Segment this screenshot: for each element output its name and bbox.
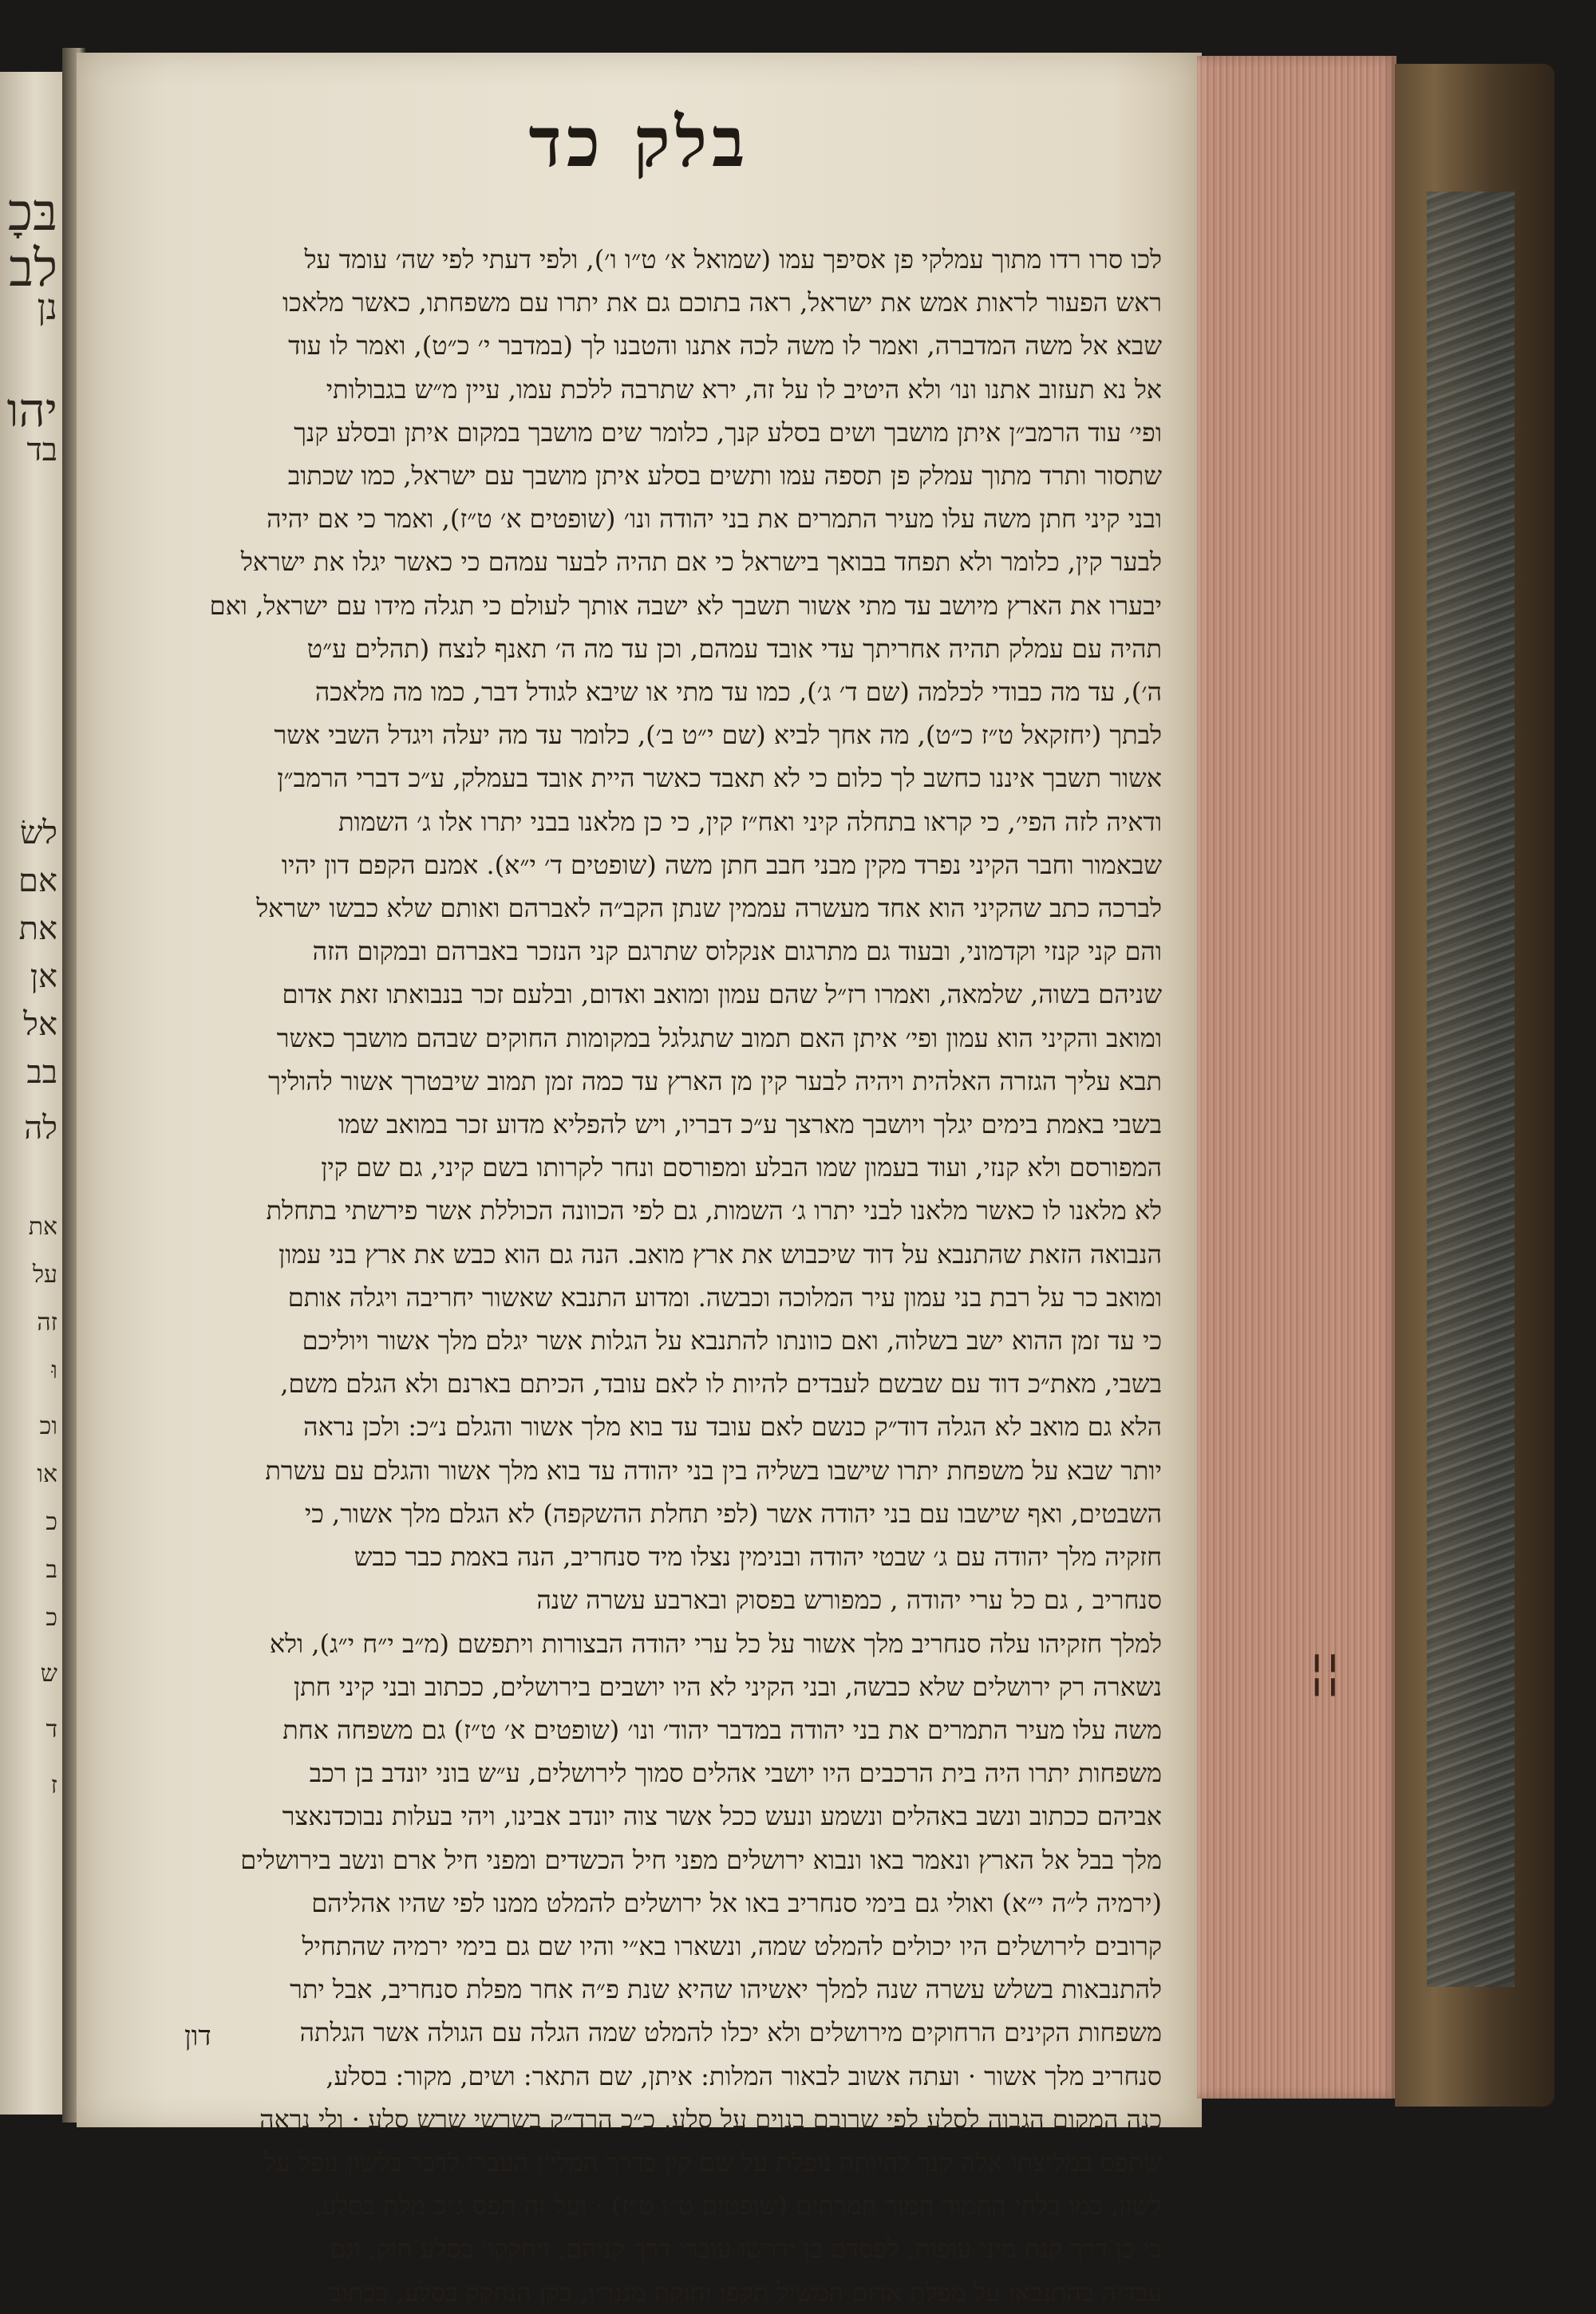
prev-page-fragment: על xyxy=(32,1261,57,1289)
text-line: סנחריב , גם כל ערי יהודה , כמפורש בפסוק ובארבע עשרה שנה xyxy=(536,1585,1162,1616)
text-line: כי עד זמן ההוא ישב בשלוה, ואם כוונתו להתנבא על הגלות אשר יגלם מלך אשור ויוליכם xyxy=(302,1325,1162,1356)
text-line: ודאיה לזה הפי׳, כי קראו בתחלה קיני ואח״ז קין, כי כן מלאנו בבני יתרו אלו ג׳ השמות xyxy=(338,806,1162,837)
text-line: ומואב כר על רבת בני עמון עיר המלוכה וכבשה. ומדוע התנבא שאשור יחריבה ויגלה אותם xyxy=(287,1281,1162,1313)
prev-page-fragment: בב xyxy=(26,1054,57,1091)
prev-page-fragment: יהו xyxy=(6,383,57,437)
prev-page-fragment: לב xyxy=(9,239,57,298)
text-line: להתנבאות בשלש עשרה שנה למלך יאשיהו שהיא שנת פ״ה אחר מפלת סנחריב, אבל יתר xyxy=(290,1974,1162,2005)
text-line: הנבואה הזאת שהתנבא על דוד שיכבוש את ארץ מואב. הנה גם הוא כבש את ארץ בני עמון xyxy=(279,1238,1162,1270)
text-line: סנחריב מלך אשור · ועתה אשוב לבאור המלות: איתן, שם התאר: ושים, מקור: בסלע, xyxy=(326,2060,1162,2091)
page-fore-edge xyxy=(1197,56,1396,2099)
text-line: אביהם ככתוב ונשב באהלים ונשמע ונעש ככל אשר צוה יונדב אבינו, ויהי בעלות נבוכדנאצר xyxy=(282,1801,1162,1832)
catchword: דון xyxy=(184,2020,211,2052)
prev-page-fragment: בּכָ xyxy=(7,184,57,243)
text-line: לבער קין, כלומר ולא תפחד בבואך בישראל כי אם תהיה לבער עמהם כי כאשר יגלו את ישראל xyxy=(240,547,1162,578)
ink-speck: ¦¦ xyxy=(1309,1644,1341,1700)
text-line: והם קני קנזי וקדמוני, ובעוד גם מתרגום אנקלוס שתרגם קני הנזכר באברהם ובמקום הזה xyxy=(312,936,1162,967)
text-line: חזקיה מלך יהודה עם ג׳ שבטי יהודה ובנימין נצלו מיד סנחריב, הנה באמת כבר כבש xyxy=(354,1542,1162,1573)
prev-page-fragment: כ xyxy=(45,1508,57,1536)
prev-page-fragment: אל xyxy=(23,1006,57,1043)
text-line: משפחות הקינים הרחוקים מירושלים ולא יכלו להמלט שמה הגלה עם הגולה אשר הגלתה xyxy=(299,2017,1162,2048)
text-line: שתפס במליצתו אלה קנך להיותה נופלת על שם קין כדרך המליץ העברי לדבר בלשון נופל על xyxy=(263,2146,1162,2178)
prev-page-fragment: אם xyxy=(18,863,57,899)
text-line: יבערו את הארץ מיושב עד מתי אשור תשבך לא ישבה אותך לעולם כי תגלה מידו עם ישראל, ואם xyxy=(209,590,1162,621)
text-line: ראש הפעור לראות אמש את ישראל, ראה בתוכם גם את יתרו עם משפחתו, כאשר מלאכו xyxy=(282,287,1162,318)
text-line: תהיה עם עמלק תהיה אחריתך עדי אובד עמהם, וכן עד מה ה׳ תאנף לנצח (תהלים ע״ט xyxy=(306,633,1162,664)
text-line: כי כן דרך קנת מיני עופות, לפסדם בן ידרשו עוברי דרך קניהם, ויחקקו׳ בסלע חוק, וגם xyxy=(330,2233,1162,2265)
text-line: משפחות יתרו היה בית הרכבים היו יושבי אהלים סמוך לירושלים, ע״ש בוני יונדב בן רכב xyxy=(309,1758,1162,1789)
text-line: עבדיה בהתנבאו על מפלת אדום המשיל תקפו וחוקת מגנריו, כקן הנחקק בסלע, ככתוב xyxy=(329,2276,1162,2308)
prev-page-fragment: או xyxy=(37,1460,57,1488)
book-cover xyxy=(1395,64,1555,2107)
text-line: לא מלאנו לו כאשר מלאנו לבני יתרו ג׳ השמות, גם לפי הכוונה הכוללת אשר פירשתי בתחלת xyxy=(266,1195,1162,1226)
text-line: למלך חזקיהו עלה סנחריב מלך אשור על כל ערי יהודה הבצורות ויתפשם (מ״ב י״ח י״ג), ולא xyxy=(269,1628,1162,1659)
prev-page-fragment: נן xyxy=(37,287,57,328)
text-line: שניהם בשוה, שלמאה, ואמרו רז״ל שהם עמון ומואב ואדום, ובלעם זכר בנבואתו זאת אדום xyxy=(282,979,1162,1010)
previous-page-edge xyxy=(0,72,65,2115)
text-line: בשבי, מאת״כ דוד עם שבשם לעבדים להיות לו לאם עובד, הכיתם בארנם ולא הגלם משם, xyxy=(280,1368,1162,1400)
text-line: לברכה כתב שהקיני הוא אחד מעשרה עממין שנתן הקב״ה לאברהם ואותם שלא כבשו ישראל xyxy=(256,893,1162,924)
text-line: ופי׳ עוד הרמב״ן איתן מושבך ושים בסלע קנך, כלומר שים מושבך במקום איתן ובסלע קנך xyxy=(294,417,1162,448)
text-line: תבא עליך הגזרה האלהית ויהיה לבער קין מן הארץ עד כמה זמן תמוב שיבטרך אשור להוליך xyxy=(268,1065,1162,1096)
text-line: לכו סרו רדו מתוך עמלקי פן אסיפך עמו (שמואל א׳ ט״ו ו׳), ולפי דעתי לפי שה׳ עומד על xyxy=(304,244,1162,274)
text-line: הלא גם מואב לא הגלה דוד״ק כנשם לאם עובד עד בוא מלך אשור והגלם נ״כ: ולכן נראה xyxy=(303,1412,1162,1443)
marbled-board xyxy=(1427,192,1515,1987)
text-line: שתסור ותרד מתוך עמלק פן תספה עמו ותשים בסלע איתן מושבך עם ישראל, כמו שכתוב xyxy=(287,460,1162,492)
prev-page-fragment: לה xyxy=(24,1110,57,1147)
prev-page-fragment: ב xyxy=(45,1556,57,1584)
text-line: אל נא תעזוב אתנו ונו׳ ולא היטיב לו על זה, ירא שתרבה ללכת עמו, עיין מ״ש בגבולותי xyxy=(326,373,1162,405)
prev-page-fragment: לשׂ xyxy=(19,815,57,851)
book-page xyxy=(77,53,1202,2308)
prev-page-fragment: בד xyxy=(26,432,57,468)
prev-page-fragment: ז xyxy=(50,1771,57,1799)
text-line: שבאמור וחבר הקיני נפרד מקין מבני חבב חתן משה (שופטים ד׳ י״א). אמנם הקפם דון יהיו xyxy=(281,849,1162,880)
page-text-block xyxy=(124,238,1162,2314)
prev-page-fragment: אן xyxy=(30,958,57,995)
prev-page-fragment: וּ xyxy=(51,1356,57,1384)
text-line: (ירמיה ל״ה י״א) ואולי גם בימי סנחריב באו אל ירושלים להמלט ממנו לפי שהיו אהליהם xyxy=(311,1887,1162,1918)
text-line: נשארה רק ירושלים שלא כבשה, ובני הקיני לא היו יושבים בירושלים, ככתוב ובני קיני חתן xyxy=(294,1671,1162,1702)
page-heading: בלק כד xyxy=(528,102,750,183)
prev-page-fragment: ש xyxy=(40,1660,57,1688)
text-line: השבטים, ואף שישבו עם בני יהודה אשר (לפי תחלת ההשקפה) לא הגלם מלך אשור, כי xyxy=(304,1498,1162,1529)
text-line: המפורסם ולא קנזי, ועוד בעמון שמו הבלע ומפורסם ונחר לקרותו בשם קיני, גם שם קין xyxy=(321,1152,1162,1183)
text-line: כנה המקום הגבוה לסלע לפי שרובם בנוים על סלע, כ״כ הרד״ק בשרשי שרש סלע · ולי נראה xyxy=(259,2103,1162,2134)
text-line: לשון, כמו בלחי החמור חמור חמרתים (שופטים ט״ו ט״ז) · ועל זה תפס ג״כ מלת בסלע, xyxy=(313,2190,1162,2221)
text-line: משה עלו מעיר התמרים את בני יהודה במדבר יהוד׳ ונו׳ (שופטים א׳ ט״ז) גם משפחה אחת xyxy=(282,1714,1162,1745)
text-line: קרובים לירושלים היו יכולים להמלט שמה, ונשארו בא״י והיו שם גם בימי ירמיה שהתחיל xyxy=(302,1930,1162,1961)
prev-page-fragment: וכ xyxy=(39,1412,57,1440)
text-line: בשבי באמת בימים יגלך ויושבך מארצך ע״כ דבריו, ויש להפליא מדוע זכר במואב שמו xyxy=(338,1109,1162,1140)
text-line: מלך בבל אל הארץ ונאמר באו ונבוא ירושלים מפני חיל הכשדים ומפני חיל ארם ונשב בירושלים xyxy=(240,1844,1162,1875)
text-line: ה׳), עד מה כבודי לכלמה (שם ד׳ ג׳), כמו עד מתי או שיבא לגודל דבר, כמו מה מלאכה xyxy=(314,677,1162,708)
text-line: אשור תשבך איננו כחשב לך כלום כי לא תאבד כאשר היית אובד בעמלק, ע״כ דברי הרמב״ן xyxy=(277,763,1162,794)
text-line: שבא אל משה המדברה, ואמר לו משה לכה אתנו והטבנו לך (במדבר י׳ כ״ט), ואמר לו עוד xyxy=(288,330,1162,361)
prev-page-fragment: ד xyxy=(45,1716,57,1743)
prev-page-fragment: את xyxy=(28,1213,57,1241)
prev-page-fragment: זה xyxy=(37,1309,57,1337)
text-line: ובני קיני חתן משה עלו מעיר התמרים את בני יהודה ונו׳ (שופטים א׳ ט״ז), ואמר כי אם יהיה xyxy=(267,503,1162,535)
text-line: יותר שבא על משפחת יתרו שישבו בשליה בין בני יהודה עד בוא מלך אשור והגלם עם עשרת xyxy=(265,1455,1162,1486)
prev-page-fragment: כ xyxy=(45,1604,57,1632)
prev-page-fragment: את xyxy=(18,910,57,947)
text-line: לבתך (יחזקאל ט״ז כ״ט), מה אחך לביא (שם י״ט ב׳), כלומר עד מה יעלה ויגדל השבי אשר xyxy=(274,720,1162,751)
text-line: ומואב והקיני הוא עמון ופי׳ איתן האם תמוב שתגלגל במקומות החוקים שבהם מושבך כאשר xyxy=(276,1022,1162,1053)
